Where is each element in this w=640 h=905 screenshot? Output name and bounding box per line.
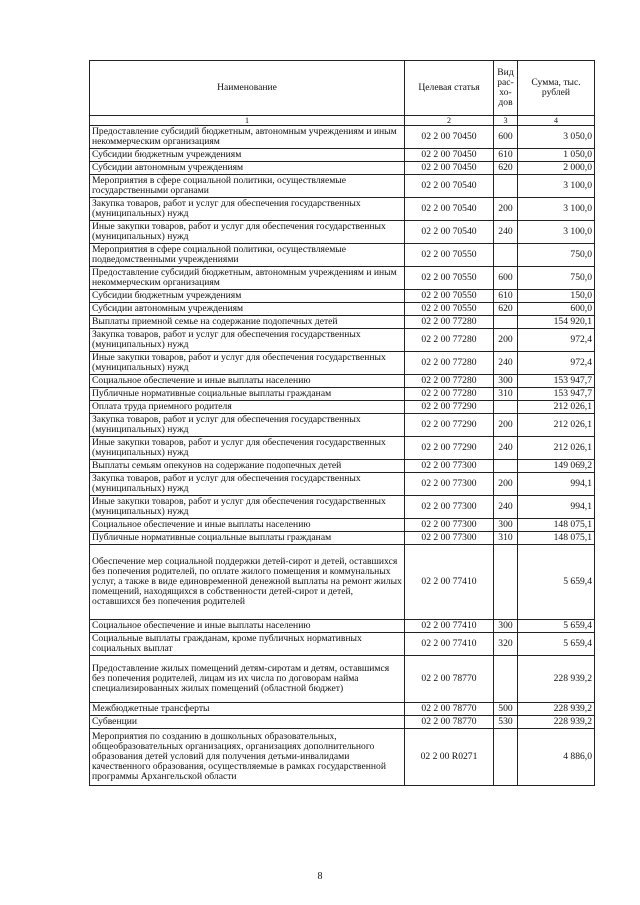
table-row bbox=[90, 162, 595, 175]
row-type: 300 bbox=[494, 519, 518, 532]
column-number: 3 bbox=[494, 116, 518, 126]
row-type: 600 bbox=[494, 126, 518, 149]
row-type: 200 bbox=[494, 473, 518, 496]
row-code: 02 2 00 70540 bbox=[405, 175, 494, 198]
row-code: 02 2 00 77290 bbox=[405, 437, 494, 460]
row-code: 02 2 00 77280 bbox=[405, 329, 494, 352]
row-name: Иные закупки товаров, работ и услуг для обеспечения государственных (муниципальных) нужд bbox=[90, 496, 405, 519]
table-row bbox=[90, 329, 595, 352]
row-code: 02 2 00 77300 bbox=[405, 532, 494, 545]
row-sum: 148 075,1 bbox=[518, 519, 595, 532]
row-code: 02 2 00 77300 bbox=[405, 460, 494, 473]
row-sum: 228 939,2 bbox=[518, 703, 595, 716]
row-sum: 212 026,1 bbox=[518, 414, 595, 437]
row-type: 600 bbox=[494, 267, 518, 290]
row-name: Социальные выплаты гражданам, кроме публичных нормативных социальных выплат bbox=[90, 633, 405, 656]
row-type bbox=[494, 656, 518, 703]
row-name: Субвенции bbox=[90, 716, 405, 729]
row-type: 240 bbox=[494, 496, 518, 519]
row-name: Социальное обеспечение и иные выплаты населению bbox=[90, 519, 405, 532]
row-name: Субсидии бюджетным учреждениям bbox=[90, 149, 405, 162]
row-type bbox=[494, 545, 518, 620]
row-type: 200 bbox=[494, 198, 518, 221]
row-name: Мероприятия по созданию в дошкольных образовательных, общеобразовательных организациях, организациях дополнительного образования детей условий для получения детьми-инвалидами качественного образования, осуществляемые в рамках государственной программы Архангельской области bbox=[90, 729, 405, 786]
row-name: Закупка товаров, работ и услуг для обеспечения государственных (муниципальных) нужд bbox=[90, 329, 405, 352]
row-code: 02 2 00 70450 bbox=[405, 149, 494, 162]
row-name: Иные закупки товаров, работ и услуг для обеспечения государственных (муниципальных) нужд bbox=[90, 221, 405, 244]
row-type: 200 bbox=[494, 414, 518, 437]
row-sum: 154 920,1 bbox=[518, 316, 595, 329]
row-sum: 1 050,0 bbox=[518, 149, 595, 162]
row-sum: 750,0 bbox=[518, 244, 595, 267]
table-row bbox=[90, 545, 595, 620]
row-type: 320 bbox=[494, 633, 518, 656]
row-type: 310 bbox=[494, 388, 518, 401]
row-code: 02 2 00 77290 bbox=[405, 414, 494, 437]
row-type bbox=[494, 175, 518, 198]
column-numbers-row bbox=[90, 116, 595, 126]
table-row bbox=[90, 620, 595, 633]
row-name: Предоставление субсидий бюджетным, автономным учреждениям и иным некоммерческим организациям bbox=[90, 126, 405, 149]
table-row bbox=[90, 303, 595, 316]
row-sum: 150,0 bbox=[518, 290, 595, 303]
row-name: Предоставление жилых помещений детям-сиротам и детям, оставшимся без попечения родителей, лицам из их числа по договорам найма специализированных жилых помещений (областной бюджет) bbox=[90, 656, 405, 703]
table-row bbox=[90, 375, 595, 388]
row-name: Субсидии автономным учреждениям bbox=[90, 303, 405, 316]
table-row bbox=[90, 437, 595, 460]
row-name: Закупка товаров, работ и услуг для обеспечения государственных (муниципальных) нужд bbox=[90, 473, 405, 496]
page-number: 8 bbox=[317, 871, 323, 882]
table-header bbox=[90, 61, 595, 116]
row-code: 02 2 00 70540 bbox=[405, 221, 494, 244]
row-name: Социальное обеспечение и иные выплаты населению bbox=[90, 620, 405, 633]
row-type: 620 bbox=[494, 303, 518, 316]
table-row bbox=[90, 716, 595, 729]
table-row bbox=[90, 221, 595, 244]
header-code: Целевая статья bbox=[405, 61, 494, 116]
table-row bbox=[90, 352, 595, 375]
row-code: 02 2 00 77280 bbox=[405, 352, 494, 375]
table-row bbox=[90, 198, 595, 221]
row-code: 02 2 00 77410 bbox=[405, 545, 494, 620]
row-name: Социальное обеспечение и иные выплаты населению bbox=[90, 375, 405, 388]
table-row bbox=[90, 316, 595, 329]
column-number: 1 bbox=[90, 116, 405, 126]
row-type bbox=[494, 401, 518, 414]
row-type bbox=[494, 729, 518, 786]
row-type: 530 bbox=[494, 716, 518, 729]
row-name: Межбюджетные трансферты bbox=[90, 703, 405, 716]
row-code: 02 2 00 70550 bbox=[405, 290, 494, 303]
row-sum: 153 947,7 bbox=[518, 375, 595, 388]
table-row bbox=[90, 149, 595, 162]
row-sum: 972,4 bbox=[518, 352, 595, 375]
column-number: 4 bbox=[518, 116, 595, 126]
row-type bbox=[494, 316, 518, 329]
table-row bbox=[90, 244, 595, 267]
row-name: Закупка товаров, работ и услуг для обеспечения государственных (муниципальных) нужд bbox=[90, 414, 405, 437]
row-name: Мероприятия в сфере социальной политики, осуществляемые подведомственными учреждениями bbox=[90, 244, 405, 267]
table-row bbox=[90, 388, 595, 401]
row-code: 02 2 00 77300 bbox=[405, 473, 494, 496]
table-row bbox=[90, 401, 595, 414]
row-sum: 149 069,2 bbox=[518, 460, 595, 473]
table-row bbox=[90, 656, 595, 703]
row-code: 02 2 00 77300 bbox=[405, 519, 494, 532]
row-type: 240 bbox=[494, 221, 518, 244]
row-sum: 212 026,1 bbox=[518, 437, 595, 460]
column-number: 2 bbox=[405, 116, 494, 126]
header-name: Наименование bbox=[90, 61, 405, 116]
row-type: 240 bbox=[494, 352, 518, 375]
row-sum: 5 659,4 bbox=[518, 633, 595, 656]
row-type: 240 bbox=[494, 437, 518, 460]
row-type bbox=[494, 244, 518, 267]
table-row bbox=[90, 175, 595, 198]
row-sum: 153 947,7 bbox=[518, 388, 595, 401]
row-sum: 228 939,2 bbox=[518, 716, 595, 729]
table-row bbox=[90, 290, 595, 303]
row-type: 300 bbox=[494, 620, 518, 633]
table-row bbox=[90, 729, 595, 786]
row-code: 02 2 00 78770 bbox=[405, 716, 494, 729]
row-code: 02 2 00 78770 bbox=[405, 703, 494, 716]
row-code: 02 2 00 R0271 bbox=[405, 729, 494, 786]
row-name: Выплаты семьям опекунов на содержание подопечных детей bbox=[90, 460, 405, 473]
table-body bbox=[90, 126, 595, 786]
row-code: 02 2 00 70450 bbox=[405, 162, 494, 175]
row-type: 610 bbox=[494, 290, 518, 303]
row-name: Иные закупки товаров, работ и услуг для обеспечения государственных (муниципальных) нужд bbox=[90, 437, 405, 460]
row-code: 02 2 00 77410 bbox=[405, 633, 494, 656]
row-code: 02 2 00 77280 bbox=[405, 375, 494, 388]
table-row bbox=[90, 532, 595, 545]
header-type: Вид рас-хо-дов bbox=[494, 61, 518, 116]
table-row bbox=[90, 267, 595, 290]
row-name: Мероприятия в сфере социальной политики, осуществляемые государственными органами bbox=[90, 175, 405, 198]
row-code: 02 2 00 77280 bbox=[405, 388, 494, 401]
row-type: 500 bbox=[494, 703, 518, 716]
row-name: Субсидии бюджетным учреждениям bbox=[90, 290, 405, 303]
table-row bbox=[90, 473, 595, 496]
row-sum: 3 100,0 bbox=[518, 198, 595, 221]
row-sum: 3 050,0 bbox=[518, 126, 595, 149]
row-type: 310 bbox=[494, 532, 518, 545]
row-sum: 148 075,1 bbox=[518, 532, 595, 545]
row-code: 02 2 00 77410 bbox=[405, 620, 494, 633]
row-name: Обеспечение мер социальной поддержки детей-сирот и детей, оставшихся без попечения родителей, по оплате жилого помещения и коммунальных услуг, а также в виде единовременной денежной выплаты на ремонт жилых помещений, находящихся в собственности детей-сирот и детей, оставшихся без попечения родителей bbox=[90, 545, 405, 620]
row-sum: 5 659,4 bbox=[518, 620, 595, 633]
table-row bbox=[90, 519, 595, 532]
row-name: Выплаты приемной семье на содержание подопечных детей bbox=[90, 316, 405, 329]
header-sum: Сумма, тыс. рублей bbox=[518, 61, 595, 116]
table-row bbox=[90, 633, 595, 656]
row-code: 02 2 00 77300 bbox=[405, 496, 494, 519]
row-code: 02 2 00 77280 bbox=[405, 316, 494, 329]
row-sum: 600,0 bbox=[518, 303, 595, 316]
row-name: Публичные нормативные социальные выплаты гражданам bbox=[90, 388, 405, 401]
row-code: 02 2 00 78770 bbox=[405, 656, 494, 703]
row-sum: 212 026,1 bbox=[518, 401, 595, 414]
row-code: 02 2 00 70550 bbox=[405, 303, 494, 316]
row-name: Оплата труда приемного родителя bbox=[90, 401, 405, 414]
row-sum: 994,1 bbox=[518, 496, 595, 519]
row-sum: 4 886,0 bbox=[518, 729, 595, 786]
row-name: Публичные нормативные социальные выплаты гражданам bbox=[90, 532, 405, 545]
row-sum: 3 100,0 bbox=[518, 221, 595, 244]
row-type: 200 bbox=[494, 329, 518, 352]
table-row bbox=[90, 126, 595, 149]
row-code: 02 2 00 70450 bbox=[405, 126, 494, 149]
row-type bbox=[494, 460, 518, 473]
row-name: Субсидии автономным учреждениям bbox=[90, 162, 405, 175]
row-sum: 228 939,2 bbox=[518, 656, 595, 703]
row-type: 620 bbox=[494, 162, 518, 175]
row-name: Закупка товаров, работ и услуг для обеспечения государственных (муниципальных) нужд bbox=[90, 198, 405, 221]
row-code: 02 2 00 77290 bbox=[405, 401, 494, 414]
row-sum: 3 100,0 bbox=[518, 175, 595, 198]
table-row bbox=[90, 460, 595, 473]
row-sum: 750,0 bbox=[518, 267, 595, 290]
row-sum: 972,4 bbox=[518, 329, 595, 352]
row-name: Иные закупки товаров, работ и услуг для обеспечения государственных (муниципальных) нужд bbox=[90, 352, 405, 375]
table-row bbox=[90, 703, 595, 716]
table-row bbox=[90, 496, 595, 519]
row-type: 610 bbox=[494, 149, 518, 162]
row-sum: 2 000,0 bbox=[518, 162, 595, 175]
row-code: 02 2 00 70540 bbox=[405, 198, 494, 221]
budget-table bbox=[89, 60, 595, 786]
row-name: Предоставление субсидий бюджетным, автономным учреждениям и иным некоммерческим организациям bbox=[90, 267, 405, 290]
row-code: 02 2 00 70550 bbox=[405, 244, 494, 267]
table-row bbox=[90, 414, 595, 437]
row-sum: 5 659,4 bbox=[518, 545, 595, 620]
row-sum: 994,1 bbox=[518, 473, 595, 496]
row-code: 02 2 00 70550 bbox=[405, 267, 494, 290]
row-type: 300 bbox=[494, 375, 518, 388]
